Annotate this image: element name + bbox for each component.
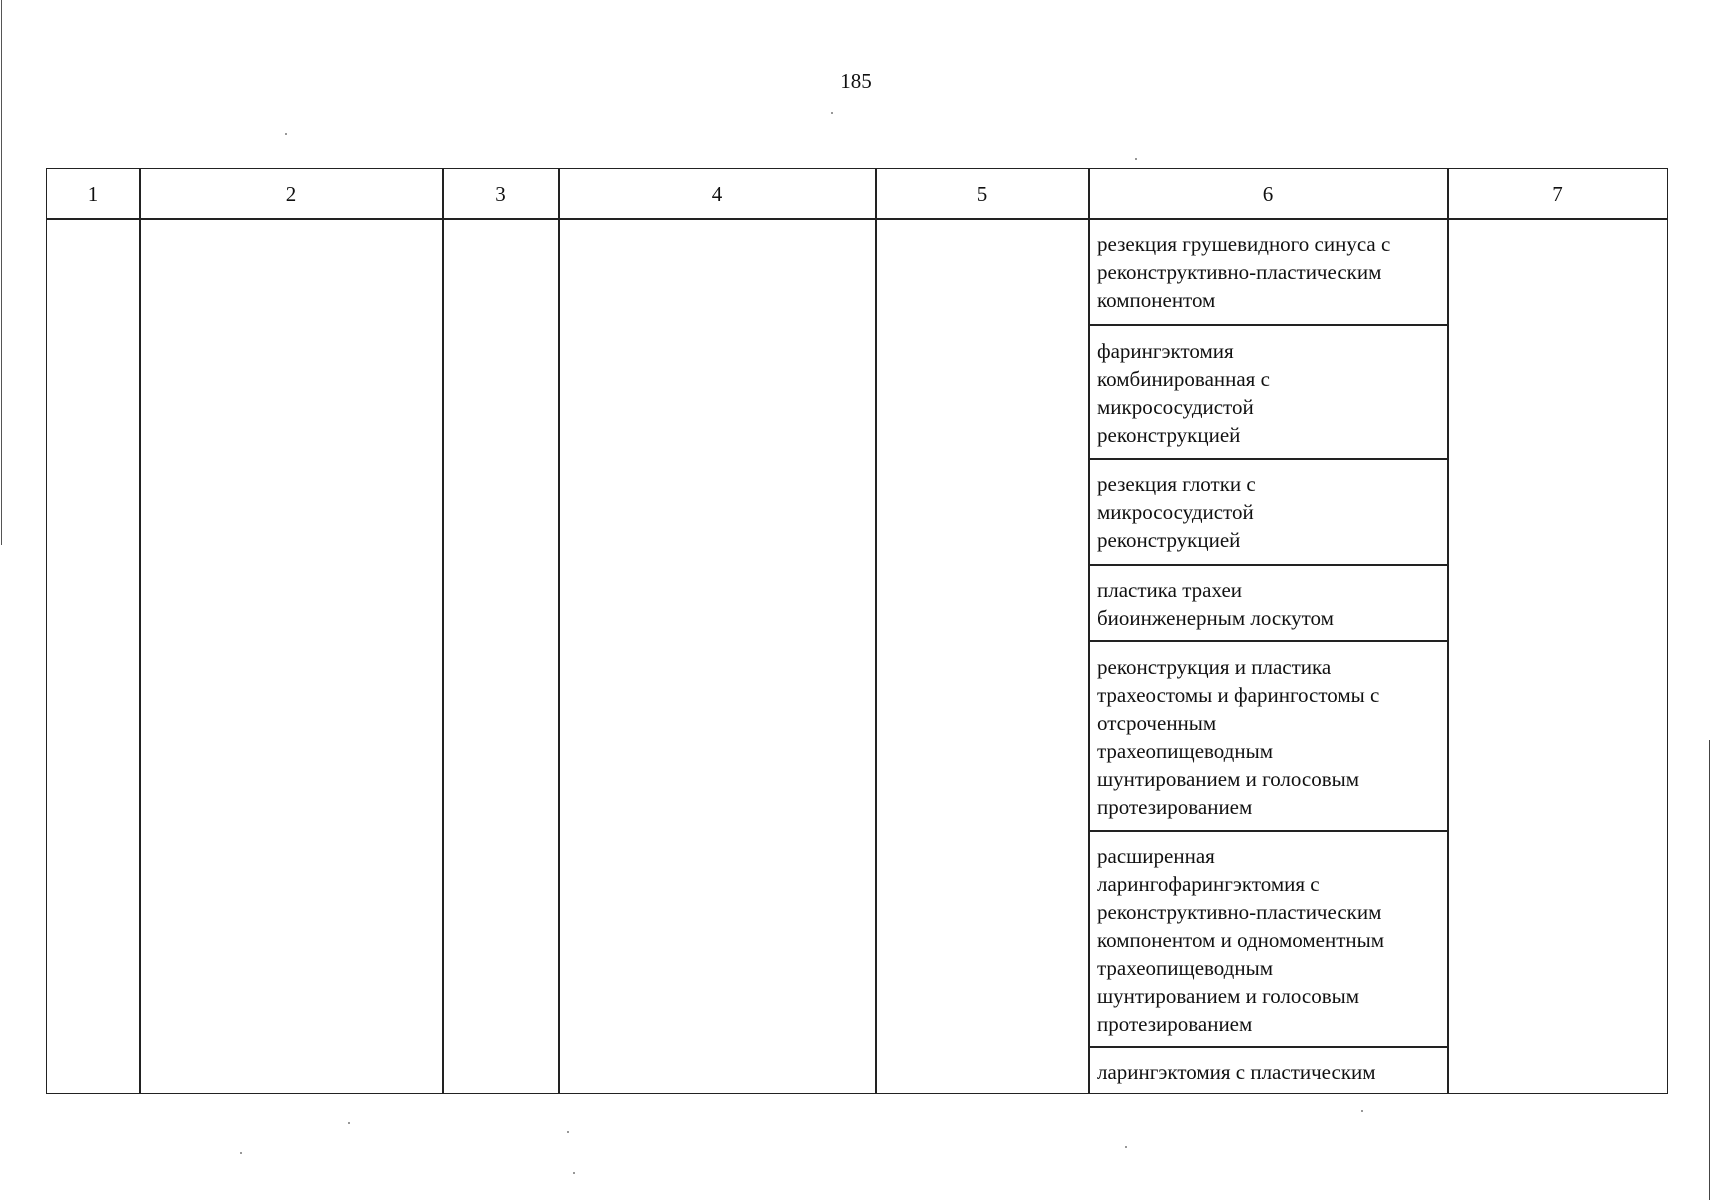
- procedure-cell: фарингэктомия комбинированная с микрососудистой реконструкцией: [1097, 339, 1270, 447]
- scan-speck: [567, 1131, 569, 1133]
- scan-speck: [1361, 1110, 1363, 1112]
- scan-speck: [573, 1172, 575, 1174]
- column-divider: [139, 169, 141, 1093]
- column-divider: [1088, 169, 1090, 1093]
- column-header-4: 4: [711, 182, 723, 206]
- column-divider: [558, 169, 560, 1093]
- cell-divider: [1088, 830, 1448, 832]
- column-divider: [442, 169, 444, 1093]
- procedure-cell: расширенная ларингофарингэктомия с реконструктивно-пластическим компонентом и одномоментным трахеопищеводным шунтированием и голосовым протезированием: [1097, 844, 1385, 1036]
- procedure-cell: пластика трахеи биоинженерным лоскутом: [1097, 578, 1334, 630]
- column-divider: [875, 169, 877, 1093]
- cell-divider: [1088, 564, 1448, 566]
- scan-speck: [348, 1122, 350, 1124]
- scan-speck: [240, 1152, 242, 1154]
- scan-speck: [285, 133, 287, 135]
- procedure-cell: ларингэктомия с пластическим: [1097, 1060, 1376, 1084]
- procedure-cell: резекция глотки с микрососудистой реконструкцией: [1097, 472, 1256, 552]
- column-header-5: 5: [976, 182, 988, 206]
- scan-speck: [1135, 158, 1137, 160]
- scan-speck: [831, 112, 833, 114]
- cell-divider: [1088, 640, 1448, 642]
- cell-divider: [1088, 1046, 1448, 1048]
- scan-speck: [1125, 1146, 1127, 1148]
- column-divider: [1447, 169, 1449, 1093]
- column-header-1: 1: [87, 182, 99, 206]
- procedure-cell: реконструкция и пластика трахеостомы и фарингостомы с отсроченным трахеопищеводным шунтированием и голосовым протезированием: [1097, 655, 1380, 819]
- column-header-3: 3: [495, 182, 506, 206]
- column-header-7: 7: [1552, 182, 1563, 206]
- cell-divider: [1088, 324, 1448, 326]
- column-header-6: 6: [1262, 182, 1274, 206]
- cell-divider: [1088, 458, 1448, 460]
- page-number: 185: [840, 69, 872, 93]
- scan-edge-right: [1709, 740, 1710, 1200]
- column-header-2: 2: [285, 182, 297, 206]
- procedure-cell: резекция грушевидного синуса с реконструктивно-пластическим компонентом: [1097, 232, 1391, 312]
- data-table: [46, 168, 1668, 1094]
